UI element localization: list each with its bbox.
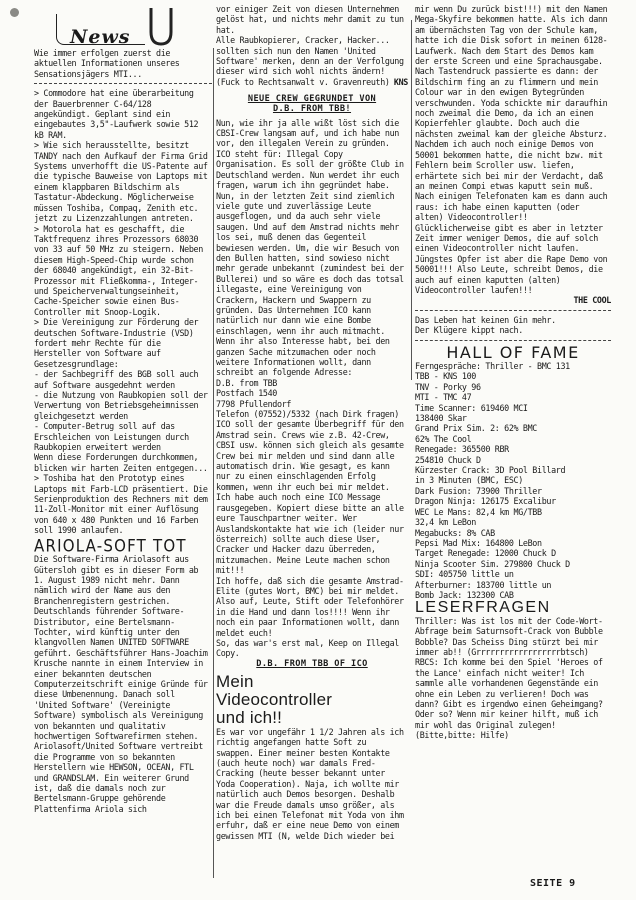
video-text-cont-2: Glücklicherweise gibt es aber in letzter Zeit immer weniger Demos, die auf solch einen Videocontroller nicht laufen. Jüngstes Opfer ist aber die Rape Demo von 50001!!! Also Leute, schreibt Demos, die auch auf einen kaputten (alten) Videocontroller laufen!!!: [415, 222, 608, 295]
column-1: [34, 48, 212, 814]
crew-title-line-2: D.B. FROM TBB!: [272, 103, 352, 114]
crew-body: ICO steht für: Illegal Copy Organisation. Es soll der größte Club in Deutschland werden. Nun werdet ihr euch fragen, warum ich ihn gegründet habe. Nun, in der letzten Zeit sind ziemlich viele gute und zuverlässige Leute ausgeflogen, und da auch sehr viele saugen. Und auf dem Amstrad nichts mehr los sei, muß denen das Gegenteil bewiesen werden. Um, die wir Besuch von den Bullen hatten, sind sowieso nicht mehr gerade unbekannt (zumindest bei der Bullerei) und so wäre es doch das totsal illegaste, eine Vereinigung von Crackern, Hackern und Swappern zu gründen. Das Unternehmen ICO kann natürlich nur dann wie eine Bombe einschlagen, wenn ihr auch mitmacht. Wenn ihr also Interesse habt, bei den ganzen Sache mitzumachen oder noch weitere Informationen wollt, dann schreibt an folgende Adresse:: [216, 148, 404, 378]
hall-of-fame-entry: in 3 Minuten (BMC, ESC): [415, 475, 523, 486]
hall-of-fame-entry: Time Scanner: 619460 MCI: [415, 402, 528, 413]
address-line-1: D.B. from TBB: [216, 377, 277, 388]
hall-of-fame-entry: Megabucks: 8% CAB: [415, 527, 495, 538]
news-vsd-point-3: - Computer-Betrug soll auf das Erschleichen von Leistungen durch Raubkopien erweitert werden: [34, 421, 189, 453]
hall-of-fame-list: [415, 361, 611, 600]
column-divider-right: [411, 20, 412, 380]
address-line-2: Postfach 1540: [216, 388, 277, 399]
hall-of-fame-entry: 32,4 km LeBon: [415, 517, 476, 528]
news-vsd-point-1: - der Sachbegriff des BGB soll auch auf Software ausgedehnt werden: [34, 369, 199, 390]
ariola-warning: Alle Raubkopierer, Cracker, Hacker... sollten sich nun den Namen 'United Software' merken, denn an der Verfolgung dieser wird sich wohl nichts ändern! (Fuck to Rechtsanwalt v. Gravenreuth): [216, 35, 404, 87]
video-text-cont: mir wenn Du zurück bist!!!) mit den Namen Mega-Skyfire bekommen hatte. Als ich dann am übernächsten Tag von der Schule kam, hatte ich die Disk sofort in meinen 6128-Laufwerk. Nach dem Start des Demos kam der erste Screen und eine Sprachausgabe. Nach Tastendruck passierte es dann: der Bildschirm fing an zu flimmern und mein Colour war in den ewigen Bytegründen verschwunden. Yoda schickte mir daraufhin noch zweimal die Demo, da ich an einen Kopierfehler glaubte. Doch auch die nächsten zweimal kam der gleiche Absturz. Nachdem ich auch noch einige Demos von 50001 bekommen hatte, die nicht bzw. mit Fehlern beim Scroller usw. liefen, erhärtete sich bei mir der Verdacht, daß an meinen Compi etwas kaputt sein muß. Nach einigen Telefonaten kam es dann auch raus: ich habe einen kaputten (oder alten) Videocontroller!!: [415, 4, 608, 223]
crew-body-3: Ich hoffe, daß sich die gesamte Amstrad-Elite (gutes Wort, BMC) bei mir meldet. Also auf, Leute, Stift oder Telefonhörer in die Hand und dann los!!!! Wenn ihr noch ein paar Informationen wollt, dann meldet euch!: [216, 575, 404, 638]
crew-signature: D.B. FROM TBB OF ICO: [256, 658, 368, 669]
news-header: [50, 8, 210, 46]
horseshoe-logo-icon: [145, 8, 177, 46]
crew-body-2: ICO soll der gesamte Überbegriff für den Amstrad sein. Crews wie z.B. 42-Crew, CBSI usw. können sich gleich als gesamte Crew bei mir melden und sind dann alle automatisch drin. Wie gesagt, es kann nur zu einen einschlagenden Erfolg kommen, wenn ihr euch bei mir meldet. Ich habe auch noch eine ICO Message rausgegeben. Kopiert diese bitte an alle eure Tauschpartner weiter. Wer Auslandskontakte hat wie ich (leider nur österreich) sollte auch diese User, Cracker und Hacker dazu überreden, mitzumachen. Meine Leute machen schon mit!!!: [216, 419, 404, 576]
hall-of-fame-entry: 62% The Cool: [415, 433, 472, 444]
hall-of-fame-entry: Grand Prix Sim. 2: 62% BMC: [415, 423, 537, 434]
leserfragen-question-1: Thriller: Was ist los mit der Code-Wort-Abfrage beim Saturnsoft-Crack von Bubble Bobble? Das Scheiss Ding stürzt bei mir immer ab!! (Grrrrrrrrrrrrrrrrrrbtsch): [415, 615, 603, 657]
ariola-text-cont: vor einiger Zeit von diesen Unternehmen gelöst hat, und nichts mehr damit zu tun hat.: [216, 4, 404, 35]
hall-of-fame-entry: Kürzester Crack: 3D Pool Billard: [415, 465, 566, 476]
news-commodore: > Commodore hat eine überarbeitung der Bauerbrenner C-64/128 angekündigt. Geplant sind ein eingebautes 3,5"-Laufwerk sowie 512 kB RAM.: [34, 88, 199, 140]
hall-of-fame-title: HALL OF FAME: [446, 342, 580, 362]
news-vsd: > Die Vereinigung zur Förderung der deutschen Software-Industrie (VSD) fordert mehr Rechte für die Hersteller von Software auf Gesetzesgrundlage:: [34, 317, 199, 369]
hall-of-fame-entry: 138400 Skar: [415, 413, 467, 424]
crew-title-line-1: NEUE CREW GEGRUNDET VON: [247, 93, 377, 104]
hall-of-fame-entry: Dark Fusion: 73900 Thriller: [415, 485, 542, 496]
news-tandy: > Wie sich herausstellte, besitzt TANDY nach den Aufkauf der Firma Grid Systems unverhofft die US-Patente auf die typische Bauweise von Laptops mit einem klappbaren Bildschirm als Tastatur-Abdeckung. Möglicherweise müssen Toshiba, Compaq, Zenith etc. jetzt zu Lizenzzahlungen antreten.: [34, 140, 208, 224]
hall-of-fame-entry: Dragon Ninja: 126175 Excalibur: [415, 496, 556, 507]
divider: [34, 83, 212, 84]
divider: [415, 310, 611, 311]
column-divider-left: [213, 48, 214, 878]
video-signature: THE COOL: [573, 295, 611, 306]
hall-of-fame-entry: Bomb Jack: 132300 CAB: [415, 589, 514, 600]
quote-line-1: Das Leben hat keinen Gin mehr.: [415, 314, 556, 325]
leserfragen-question-2: RBCS: Ich komme bei den Spiel 'Heroes of the Lance' einfach nicht weiter! Ich sammle alle vorhandenen Gegenstände ein ohne ein Leben zu verlieren! Doch was dann? Gibt es irgendwo einen Geheimgang? Oder so? Wenn mir keiner hilft, muß ich mir wohl das Original zulegen! (Bitte,bitte: Hilfe): [415, 657, 603, 741]
hall-of-fame-entry: TNV - Porky 96: [415, 381, 481, 392]
hall-of-fame-entry: TBB - KNS 100: [415, 371, 476, 382]
column-3: [415, 4, 611, 741]
hall-of-fame-entry: Target Renegade: 12000 Chuck D: [415, 548, 556, 559]
hall-of-fame-entry: WEC Le Mans: 82,4 km MG/TBB: [415, 506, 542, 517]
column-2: [216, 4, 408, 841]
address-line-3: 7798 Pfullendorf: [216, 398, 292, 409]
video-title: Mein Videocontroller und ich!!: [216, 671, 333, 727]
divider: [415, 340, 611, 341]
video-text: Es war vor ungefähr 1 1/2 Jahren als ich richtig angefangen hatte Soft zu swappen. Einer meiner besten Kontakte (auch heute noch) war damals Fred-Cracking (heute besser bekannt unter Yoda Cooperation). Naja, ich wollte mir natürlich auch Demos besorgen. Deshalb war die Freude damals umso größer, als ich bei einen Telefonat mit Yoda von ihm erfuhr, daß er eine neue Demo von einem gewissen MTI (N, welde Dich wieder bei: [216, 726, 404, 841]
quote-line-2: Der Klügere kippt nach.: [415, 325, 523, 336]
news-vsd-point-2: - die Nutzung von Raubkopien soll der Verwertung von Betriebsgeheimnissen gleichgesetzt werden: [34, 390, 208, 421]
punch-hole-top: [10, 8, 19, 17]
hall-of-fame-entry: 254810 Chuck D: [415, 454, 481, 465]
news-toshiba: > Toshiba hat den Prototyp eines Laptops mit Farb-LCD präsentiert. Die Serienproduktion des Rechners mit dem 11-Zoll-Monitor mit einer Auflösung von 640 x 480 Punkten und 16 Farben soll 1990 anlaufen.: [34, 473, 208, 536]
address-phone: Telefon (07552)/5332 (nach Dirk fragen): [216, 409, 399, 420]
page-number: SEITE 9: [530, 878, 576, 889]
news-motorola: > Motorola hat es geschafft, die Taktfrequenz ihres Prozessors 68030 von 33 auf 50 MHz zu steigern. Neben diesem High-Speed-Chip wurde schon der 68040 angekündigt, ein 32-Bit-Prozessor mit Fließkomma-, Integer- und Speicherverwaltungseinheit, Cache-Speicher sowie einen Bus-Controller mit Snoop-Logik.: [34, 223, 203, 317]
hall-of-fame-entry: Afterburner: 183700 little un: [415, 579, 552, 590]
leserfragen-title: LESERFRAGEN: [415, 599, 551, 617]
ariola-title: ARIOLA-SOFT TOT: [34, 535, 187, 556]
author-signature: KNS: [393, 77, 408, 88]
hall-of-fame-entry: SDI: 405750 little un: [415, 569, 514, 580]
hall-of-fame-entry: Pepsi Mad Mix: 164800 LeBon: [415, 537, 542, 548]
crew-intro: Nun, wie ihr ja alle wißt löst sich die CBSI-Crew langsam auf, und ich habe nun vor, den illegalen Verein zu gründen.: [216, 117, 399, 149]
hall-of-fame-entry: Renegade: 365500 RBR: [415, 444, 509, 455]
news-intro: Wie immer erfolgen zuerst die aktuellen Informationen unseres Sensationsjägers MTI...: [34, 48, 180, 79]
news-vsd-comment: Wenn diese Forderungen durchkommen, blicken wir harten Zeiten entgegen...: [34, 452, 208, 473]
hall-of-fame-entry: MTI - TMC 47: [415, 392, 472, 403]
news-title: News: [70, 26, 131, 48]
hall-of-fame-entry: Ninja Scooter Sim. 279800 Chuck D: [415, 558, 570, 569]
crew-closing: So, das war's erst mal, Keep on Illegal Copy.: [216, 637, 399, 659]
ariola-text: Die Software-Firma Ariolasoft aus Gütersloh gibt es in dieser Form ab 1. August 1989 nicht mehr. Dann nämlich wird der Name aus den Branchenregistern gestrichen. Deutschlands führender Software-Distributor, eine Bertelsmann-Tochter, wird künftig unter den klangvollen Namen UNITED SOFTWARE geführt. Geschäftsführer Hans-Joachim Krusche nannte in einem Interview in einer bekannten deutschen Computerzeitschrift einige Gründe für diese Umbenennung. Danach soll 'United Software' (Vereinigte Software) symbolisch als Vereinigung von bekannten und qualitativ hochwertigen Softwarefirmen stehen. Ariolasoft/United Software vertreibt die Programme von so bekannten Herstellern wie HEWSON, OCEAN, FTL und GRANDSLAM. Ein weiterer Grund ist, daß die damals noch zur Bertelsmann-Gruppe gehörende Plattenfirma Ariola sich: [34, 554, 208, 814]
hall-of-fame-entry: Ferngespräche: Thriller - BMC 131: [415, 361, 570, 371]
